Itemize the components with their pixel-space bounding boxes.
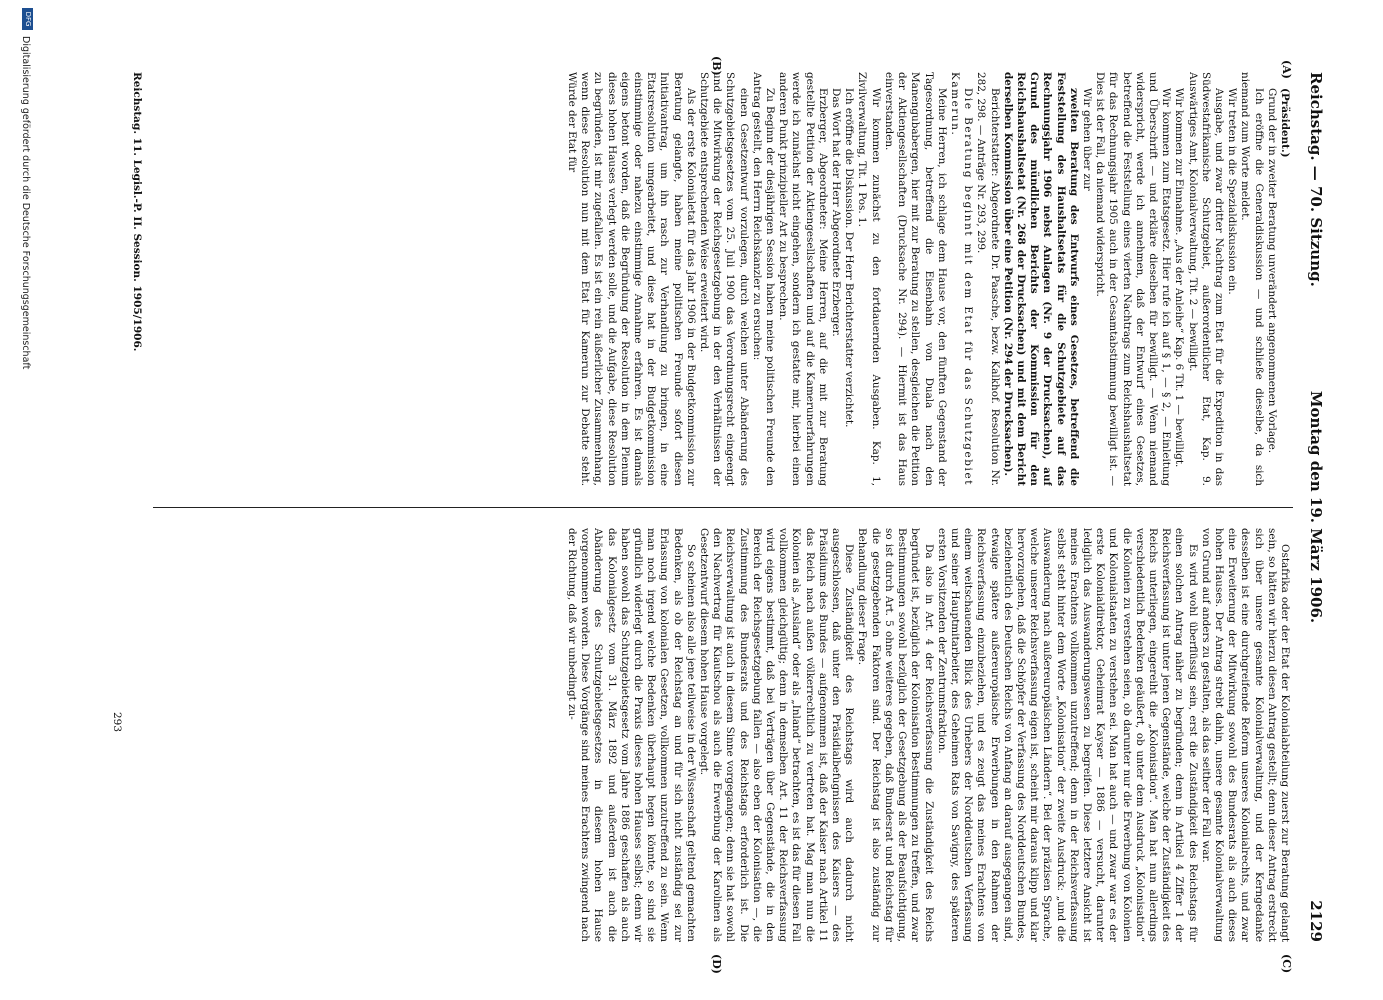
header-page-number: 2129 [1307, 900, 1325, 942]
left-text-column [156, 72, 1291, 486]
paragraph: Wir kommen zunächst zu den fortdauernden Ausgaben. Kap. 1, Zivilverwaltung, Tit. 1 Pos. 1. [856, 72, 882, 486]
margin-marker-c: (C) [1280, 954, 1293, 974]
paragraph: Ostafrika oder der Etat der Kolonialabteilung zuerst zur Beratung gelangt sein, so hätten wir hierzu diesen Antrag gestellt; denn dieser Antrag erstreckt sich über unsere gesamte Kolonialverwaltung, und der Kerngedanke desselben ist eine durchgreifende Reform unseres Kolonialrechts, und zwar eine Erweiterung der Mitwirkung sowohl des Bundesrats als auch dieses hohen Hauses. Der Antrag strebt dahin, unsere gesamte Kolonialverwaltung von Grund auf anders zu gestalten, als das seither der Fall war. [1199, 528, 1291, 942]
paragraph: Es wird wohl überflüssig sein, erst die Zuständigkeit des Reichstags für einen solchen Antrag näher zu begründen; denn in Artikel 4 Ziffer 1 der Reichsverfassung ist unter jenen Gegenstände, welche der Zuständigkeit des Reichs unterliegen, eingereiht die „Kolonisation“. Man hat nun allerdings verschiedentlich Bedenken geäußert, ob unter dem Ausdruck „Kolonisation“ die Kolonien zu verstehen seien, ob darunter nur die Erwerbung von Kolonien und Kolonialstaaten zu verstehen sei. Man hat auch — und zwar war es der erste Kolonialdirektor, Geheimrat Kayser — 1886 — versucht, darunter lediglich das Auswanderungswesen zu begreifen. Diese letztere Ansicht ist meines Erachtens vollkommen unzutreffend; denn in der Reichsverfassung selbst steht hinter dem Worte „Kolonisation“ der zweite Ausdruck: „und die Auswanderung nach außereuropäischen Ländern“. Bei der präzisen Sprache, welche unserer Reichsverfassung eigen ist, scheint mir daraus klipp und klar hervorzugehen, daß die Schöpfer der Verfassung des Norddeutschen Bundes, beziehentlich des Deutschen Reichs von Anfang an darauf ausgegangen sind, etwaige spätere außereuropäische Erwerbungen in den Rahmen der Reichsverfassung einzubeziehen, und es zeugt das meines Erachtens von einem weitschauenden Blick des Urhebers der Norddeutschen Verfassung und seiner Hauptmitarbeiter, des Geheimen Rats von Savigny, des späteren ersten Vorsitzenden der Zentrumsfraktion. [935, 528, 1199, 942]
paragraph: Als der erste Kolonialetat für das Jahr 1906 in der Budgetkommission zur Beratung gelangte, haben meine politischen Freunde sofort diesen Initiativantrag, um ihn rasch zur Verhandlung zu bringen, in eine Etatsresolution umgearbeitet, und diese hat in der Budgetkommission einstimmige oder nahezu einstimmige Annahme erfahren. Es ist damals eigens betont worden, daß die Begründung der Resolution in dem Plenum dieses hohen Hauses verlegt werden solle, und die Aufgabe, diese Resolution zu begründen, ist mir zugefallen. Es ist ein rein äußerlicher Zusammenhang, wenn diese Resolution nun mit dem Etat für Kamerun zur Debatte steht. Würde der Etat für [566, 72, 697, 486]
paragraph: Zu Beginn der diesjährigen Session haben meine politischen Freunde den Antrag gestellt, den Herrn Reichskanzler zu ersuchen: [750, 72, 777, 486]
credit-text: Digitalisierung gefördert durch die Deutsche Forschungsgemeinschaft [20, 36, 31, 370]
margin-marker-a: (A) [1280, 60, 1293, 79]
header-left: Reichstag. — 70. Sitzung. [1307, 72, 1325, 287]
paragraph: Das Wort hat der Herr Abgeordnete Erzberger. [830, 88, 843, 337]
right-text-column [156, 528, 1291, 942]
paragraph: So scheinen also alle jene teilweise in der Wissenschaft geltend gemachten Bedenken, als ob der Reichstag an und für sich nicht zuständig sei zur Erlassung von kolonialen Gesetzen, vollkommen unzutreffend zu sein. Wenn man noch irgend welche Bedenken überhaupt hegen könnte, so sind sie gründlich widerlegt durch die Praxis dieses hohen Hauses selbst; denn wir haben sowohl das Schutzgebietsgesetz vom Jahre 1886 geschaffen als auch das Kolonialgesetz vom 31. März 1892 und außerdem ist auch die Abänderung des Schutzgebietsgesetzes in diesem hohen Hause vorgenommen worden. Diese Vorgänge sind meines Erachtens zwingend nach der Richtung, daß wir unbedingt zu- [566, 528, 697, 942]
paragraph: Berichterstatter: Abgeordnete Dr. Paasche, bezw. Kalkhof. Resolution Nr. 282, 298. — Anträge Nr. 293, 299. [975, 72, 1001, 486]
footer-page-number: 293 [111, 712, 123, 733]
margin-marker-d: (D) [710, 954, 723, 974]
paragraph: Grund der in zweiter Beratung unverändert angenommenen Vorlage. [1265, 88, 1278, 454]
header-date: Montag den 19. März 1906. [1307, 390, 1325, 624]
paragraph: Wir kommen zum Etatsgesetz. Hier rufe ich auf § 1, — § 2, — Einleitung und Überschrift — und erkläre dieselben für bewilligt. — Wenn niemand widerspricht, werde ich annehmen, daß der Entwurf eines Gesetzes, betreffend die Feststellung eines vierten Nachtrags zum Reichshaushaltsetat für das Rechnungsjahr 1905 auch in der Gesamtabstimmung bewilligt ist. — Dies ist der Fall, da niemand widerspricht. [1094, 72, 1173, 486]
page-header [1301, 72, 1325, 942]
footer-signature: Reichstag. 11. Legisl.-P. II. Session. 1905/1906. [131, 72, 143, 352]
paragraph: Meine Herren, ich schlage dem Hause vor, den fünften Gegenstand der Tagesordnung, betreffend die Eisenbahn von Duala nach den Manengubabergen, hier mit zur Beratung zu stellen, desgleichen die Petition der Aktiengesellschaften (Drucksache Nr. 294). — Hiermit ist das Haus einverstanden. [882, 72, 948, 486]
paragraph: Wir kommen zur Einnahme. „Aus der Anleihe“ Kap. 6 Tit. 1 — bewilligt. [1173, 88, 1186, 468]
paragraph: Diese Zuständigkeit des Reichstags wird auch dadurch nicht ausgeschlossen, daß unter den Präsidialbefugnissen des Kaisers — des Präsidiums des Bundes — aufgenommen ist, daß der Kaiser nach Artikel 11 das Reich nach außen völkerrechtlich zu vertreten hat. Mag man nun die Kolonien als „Ausland“ oder als „Inland“ betrachten, es ist das für diesen Fall vollkommen gleichgültig; denn in demselben Art. 11 der Reichsverfassung wird eigens bestimmt, daß bei Verträgen über Gegenstände, die in den Bereich der Reichsgesetzgebung fallen — also eben der Kolonisation —, die Zustimmung des Bundesrats und des Reichstags erforderlich ist. Die Reichsverwaltung ist auch in diesem Sinne vorgegangen; denn sie hat sowohl den Nachvertrag für Kiautschou als auch die Erwerbung der Karolinen als Gesetzentwurf diesem hohen Hause vorgelegt. [698, 528, 856, 942]
paragraph: Ich eröffne die Diskussion. Der Herr Berichterstatter verzichtet. [843, 88, 856, 428]
paragraph: Erzberger, Abgeordneter: Meine Herren, auf die mit zur Beratung gestellte Petition der Aktiengesellschaften und auf die Kamerunerfahrungen werde ich zunächst nicht eingehen, sondern ich gestatte mir, hierbei einen anderen Punkt prinzipieller Art zu besprechen. [777, 72, 829, 486]
paragraph: Wir treten in die Spezialdiskussion ein. [1226, 88, 1239, 295]
margin-marker-b: (B) [710, 56, 723, 76]
paragraph: Die Beratung beginnt mit dem Etat für das Schutzgebiet Kamerun. [948, 72, 975, 486]
paragraph: zweiten Beratung des Entwurfs eines Gesetzes, betreffend die Feststellung des Haushaltsetats für die Schutzgebiete auf das Rechnungsjahr 1906 nebst Anlagen (Nr. 9 der Drucksachen), auf Grund des mündlichen Berichts der Kommission für den Reichshaushaltsetat (Nr. 268 der Drucksachen) und mit dem Bericht derselben Kommission über eine Petition (Nr. 294 der Drucksachen). [1001, 72, 1080, 486]
paragraph: (Präsident.) [1279, 88, 1291, 158]
column-divider [153, 507, 1293, 508]
paragraph: Wir gehen über zur [1080, 88, 1093, 191]
dfg-logo: DFG [22, 8, 33, 30]
paragraph: einen Gesetzentwurf vorzulegen, durch welchen unter Abänderung des Schutzgebietsgesetzes vom 25. Juli 1900 das Verordnungsrecht eingeengt und die Mitwirkung der Reichsgesetzgebung in der den Verhältnissen der Schutzgebiete entsprechenden Weise erweitert wird. [698, 72, 750, 486]
paragraph: Da also in Art. 4 der Reichsverfassung die Zuständigkeit des Reichs begründet ist, bezüglich der Kolonisation Bestimmungen zu treffen, und zwar Bestimmungen sowohl bezüglich der Gesetzgebung als der Beaufsichtigung, so ist durch Art. 5 ohne weiteres gegeben, daß Bundesrat und Reichstag für die gesetzgebenden Faktoren sind. Der Reichstag ist also zuständig zur Behandlung dieser Frage. [856, 528, 935, 942]
document-page [111, 56, 1333, 974]
paragraph: Ich eröffne die Generaldiskussion — und schließe dieselbe, da sich niemand zum Worte meldet. [1239, 72, 1265, 486]
digitization-credit [17, 0, 33, 1000]
paragraph: Ausgabe, und zwar dritter Nachtrag zum Etat für die Expedition in das Südwestafrikanische Schutzgebiet, außerordentlicher Etat, Kap. 9. Auswärtiges Amt, Kolonialverwaltung, Tit. 2 — bewilligt. [1186, 72, 1225, 486]
page-footer [111, 72, 143, 942]
